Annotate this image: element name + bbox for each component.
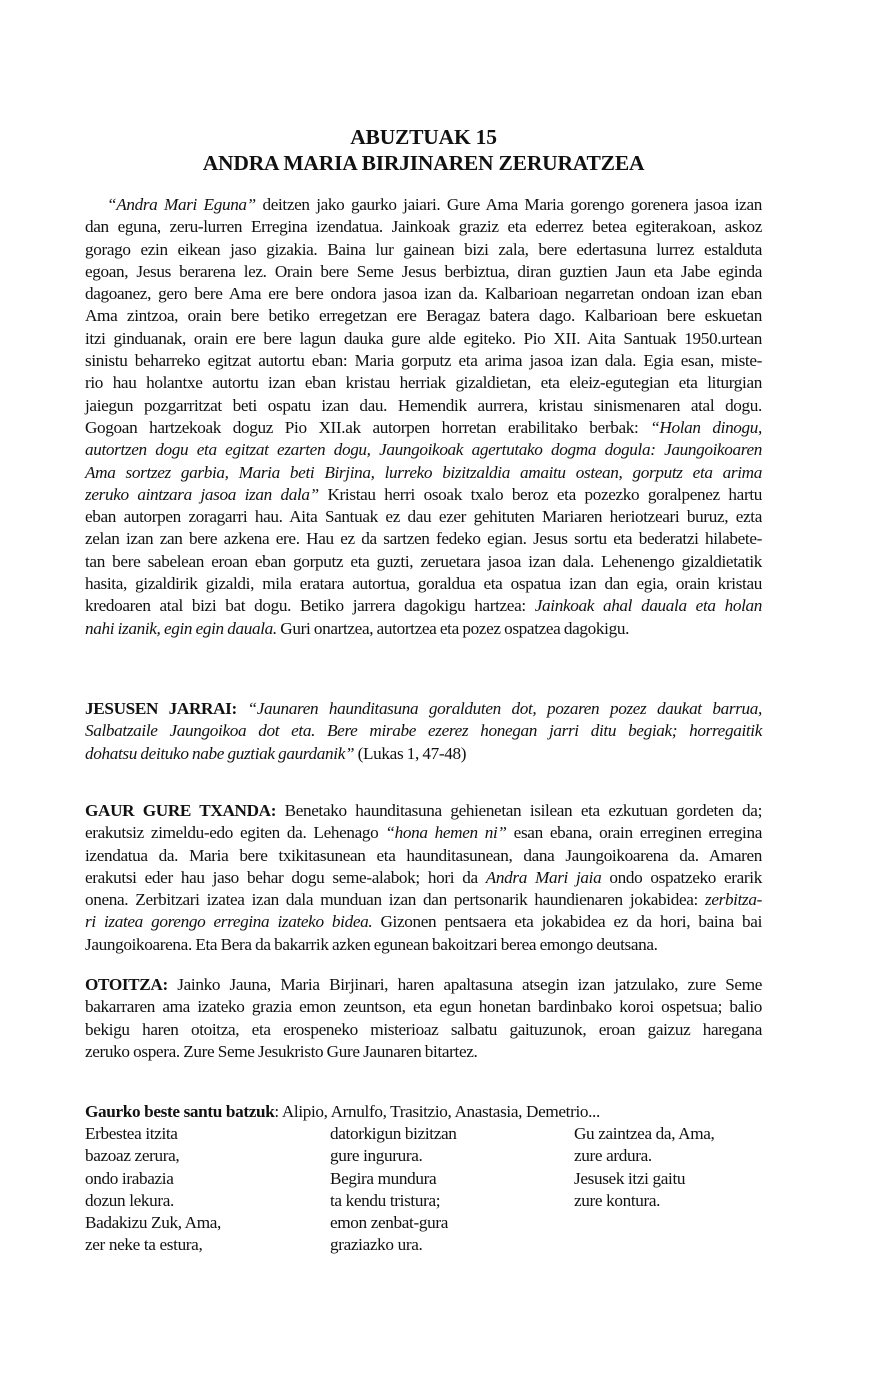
poem-line: Erbestea itzita: [85, 1124, 178, 1143]
text-line: [85, 618, 762, 640]
poem-line: zer neke ta estura,: [85, 1235, 203, 1255]
italic-span: Jainkoak ahal dauala eta holan: [534, 596, 762, 616]
text-line: [85, 194, 762, 216]
poem-line: bazoaz zerura,: [85, 1146, 180, 1166]
text-span: Benetako haunditasuna gehienetan isilean eta ezkutuan gordeten da;: [276, 801, 762, 820]
text-line: [85, 462, 762, 484]
text-line: Jaungoikoarena. Eta Bera da bakarrik azken egunean bakoitzari berea emongo deutsana.: [85, 934, 658, 954]
italic-span: “hona hemen ni”: [385, 823, 507, 843]
dogma-quote: zeruko aintzara jasoa izan dala”: [85, 484, 319, 504]
poem-column-2: [330, 1123, 457, 1257]
text-line: [85, 720, 762, 742]
text-line: [85, 889, 762, 911]
text-line: bakarraren ama izateko grazia emon zeuntson, eta egun honetan bardinbako koroi ospetsua; balio: [85, 997, 762, 1017]
poem-line: graziazko ura.: [330, 1235, 423, 1255]
poem-line: datorkigun bizitzan: [330, 1124, 457, 1143]
other-saints-line: [85, 1101, 762, 1123]
text-line: zelan izan zan bere azkena ere. Hau ez da sartzen fedeko egian. Jesus sortu eta bederatzi hilabete-: [85, 529, 762, 549]
text-span: esan ebana, orain erreginen erregina: [506, 823, 762, 843]
italic-span: zerbitza-: [704, 890, 762, 910]
text-line: [85, 911, 762, 933]
text-span: Jainko Jauna, Maria Birjinari, haren apaltasuna atsegin izan jatzulako, zure Seme: [167, 975, 762, 994]
title-date: ABUZTUAK 15: [350, 125, 497, 149]
poem-column-3: [574, 1123, 714, 1212]
italic-span: ri izatea gorengo erregina izateko bidea.: [85, 912, 373, 932]
gospel-reference: (Lukas 1, 47-48): [354, 743, 467, 763]
poem-line: gure ingurura.: [330, 1146, 423, 1166]
text-line: [85, 439, 762, 461]
text-line: Ama zintzoa, orain bere betiko erregetzan ere Beragaz batera dago. Kalbarioan bere eskuetan: [85, 306, 762, 326]
text-line: dagoanez, gero bere Ama ere bere ondora jasoa izan da. Kalbarioan negarretan ondoan izan eban: [85, 284, 762, 304]
poem-line: zure ardura.: [574, 1146, 652, 1166]
text-line: zeruko ospera. Zure Seme Jesukristo Gure Jaunaren bitartez.: [85, 1041, 478, 1061]
poem-line: Begira mundura: [330, 1168, 437, 1188]
text-line: [85, 698, 762, 720]
title-feast: ANDRA MARIA BIRJINAREN ZERURATZEA: [202, 151, 645, 175]
dogma-quote: “Holan dinogu,: [650, 417, 762, 437]
text-line: rio hau holantxe autortu izan eban kristau herriak gizaldietan, eta eleiz-egutegian eta liturgian: [85, 373, 762, 393]
text-line: gorago ezin eikean jaso gizakia. Baina lur gainean bizi zala, bere edertasuna lurrez estalduta: [85, 239, 762, 259]
poem-line: dozun lekura.: [85, 1190, 174, 1210]
section-label: GAUR GURE TXANDA:: [85, 801, 277, 820]
text-line: eban autorpen zoragarri hau. Aita Santuak ez dau ezer gehituten Mariaren heriotzeari buruz, ezta: [85, 507, 762, 527]
text-line: [85, 484, 762, 506]
text-line: [85, 595, 762, 617]
dogma-quote: Ama sortzez garbia, Maria beti Birjina, lurreko bizitzaldia amaitu ostean, gorputz eta arima: [85, 462, 762, 482]
text-span: kredoaren atal bizi bat dogu. Betiko jarrera dagokigu hartzea:: [85, 596, 535, 616]
text-line: [85, 800, 762, 822]
text-line: [85, 974, 762, 996]
text-line: bekigu haren otoitza, eta erospeneko misterioaz salbatu gaituzunok, eroan gaizuz haregana: [85, 1019, 762, 1039]
section-label: OTOITZA:: [85, 975, 168, 994]
gospel-quote: “Jaunaren haunditasuna goralduten dot, pozaren pozez daukat barrua,: [236, 699, 762, 718]
text-line: [85, 417, 762, 439]
poem-line: ondo irabazia: [85, 1168, 174, 1188]
saints-list: : Alipio, Arnulfo, Trasitzio, Anastasia, Demetrio...: [274, 1102, 600, 1121]
italic-span: nahi izanik, egin egin dauala.: [85, 618, 277, 638]
text-span: Guri onartzea, autortzea eta pozez ospatzea dagokigu.: [276, 618, 630, 638]
gospel-quote: dohatsu deituko nabe guztiak gaurdanik”: [85, 743, 355, 763]
feast-name-quote: “Andra Mari Eguna”: [107, 195, 256, 214]
text-span: Gogoan hartzekoak doguz Pio XII.ak autorpen horretan erabilitako berbak:: [85, 417, 651, 437]
jesusen-jarrai-section: [85, 698, 762, 765]
poem-line: ta kendu tristura;: [330, 1190, 441, 1210]
text-line: [85, 867, 762, 889]
gaur-gure-txanda-section: [85, 800, 762, 956]
text-line: izendatua da. Maria bere txikitasunean eta haunditasunean, dana Jaungoikoarena da. Amaren: [85, 845, 762, 865]
poem-line: zure kontura.: [574, 1190, 661, 1210]
otoitza-section: [85, 974, 762, 1063]
text-line: [85, 822, 762, 844]
section-label: Gaurko beste santu batzuk: [85, 1102, 275, 1121]
text-line: itzi ginduanak, orain ere bere lagun dauka gure alde egiteko. Pio XII. Aita Santuak 1950.urtean: [85, 328, 762, 348]
page-content: [85, 124, 762, 1255]
text-span: erakutsi eder hau jaso behar dogu seme-alabok; hori da: [85, 867, 486, 887]
text-span: Gizonen pentsaera eta jokabidea ez da hori, baina bai: [372, 912, 762, 932]
text-span: onena. Zerbitzari izatea izan dala munduan izan dan pertsonarik haundienaren jokabidea:: [85, 890, 705, 910]
poem-column-1: [85, 1123, 221, 1257]
gospel-quote: Salbatzaile Jaungoikoa dot eta. Bere mirabe ezerez honegan jarri ditu begiak; horregaitik: [85, 721, 762, 741]
poem-line: Badakizu Zuk, Ama,: [85, 1213, 221, 1233]
text-line: [85, 743, 762, 765]
text-span: deitzen jako gaurko jaiari. Gure Ama Maria gorengo gorenera jasoa izan: [255, 195, 762, 214]
text-line: tan bere sabelean eroan eban gorputz eta guzti, zeruetara jasoa izan dala. Lehenengo gizaldietatik: [85, 551, 762, 571]
section-label: JESUSEN JARRAI:: [85, 699, 237, 718]
dogma-quote: autortzen dogu eta egitzat ezarten dogu, Jaungoikoak agertutako dogma dogula: Jaungoikoaren: [85, 440, 762, 460]
poem-line: Jesusek itzi gaitu: [574, 1168, 686, 1188]
intro-paragraph: [85, 194, 762, 640]
text-span: Kristau herri osoak txalo beroz eta pozezko goralpenez hartu: [318, 484, 762, 504]
poem-line: emon zenbat-gura: [330, 1213, 448, 1233]
italic-span: Andra Mari jaia: [485, 867, 602, 887]
page-title: [85, 124, 762, 176]
text-line: egoan, Jesus berarena lez. Orain bere Seme Jesus berbiztua, diran guztien Jaun eta Jabe eginda: [85, 261, 762, 281]
poem-line: Gu zaintzea da, Ama,: [574, 1124, 715, 1143]
text-line: hasita, gizaldirik gizaldi, mila eratara autortua, goraldua eta ospatua izan dan egia, orain kristau: [85, 574, 762, 594]
text-line: jaiegun pozgarritzat beti ospatu izan dau. Hemendik aurrera, kristau sinismenaren atal dogu.: [85, 395, 762, 415]
text-span: erakutsiz zimeldu-edo egiten da. Lehenago: [85, 823, 386, 843]
text-line: dan eguna, zeru-lurren Erregina izendatua. Jainkoak graziz eta ederrez betea egiterakoan, askoz: [85, 217, 762, 237]
text-span: ondo ospatzeko erarik: [601, 867, 762, 887]
text-line: sinistu beharreko egitzat autortu eban: Maria gorputz eta arima jasoa izan dala. Egia esan, miste-: [85, 351, 762, 371]
